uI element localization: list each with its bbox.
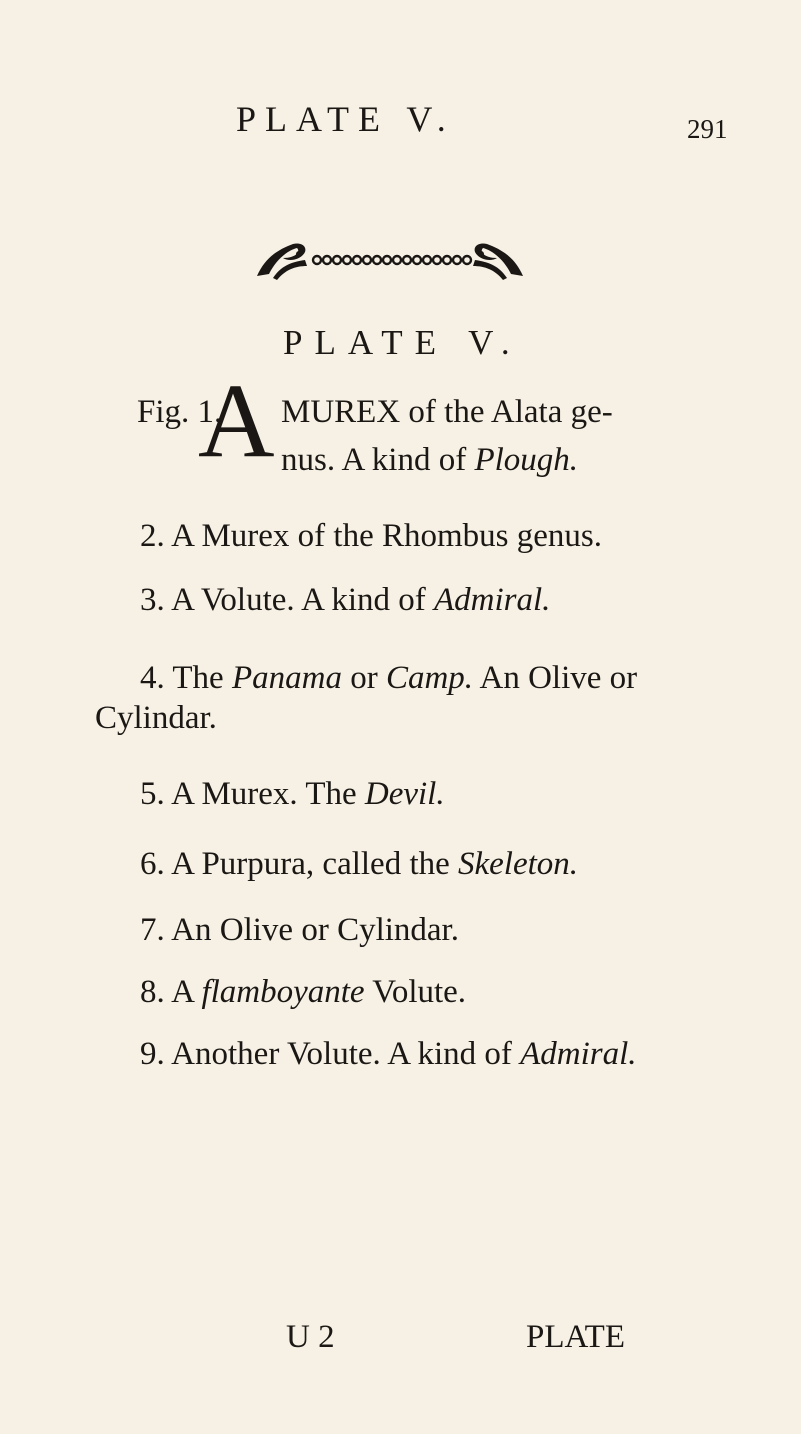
entry-5 (140, 778, 445, 811)
entry-9 (140, 1038, 637, 1071)
entry-8 (140, 976, 466, 1009)
entry-4-italic-2: Camp. (385, 660, 474, 696)
entry-6-italic: Skeleton. (458, 846, 579, 882)
entry-3-italic: Admiral. (434, 582, 551, 618)
entry-5-text: 5. A Murex. The (140, 776, 365, 812)
signature-mark: U 2 (286, 1319, 335, 1355)
entry-2-text: 2. A Murex of the Rhombus genus. (140, 518, 602, 554)
entry-4 (140, 662, 637, 695)
fig-label: Fig. 1. (137, 394, 223, 430)
entry-7 (140, 914, 459, 947)
fig1-line2 (281, 444, 578, 477)
entry-9-text: 9. Another Volute. A kind of (140, 1036, 521, 1072)
entry-4-cont-text: Cylindar. (95, 700, 217, 736)
fig1-line1: MUREX of the Alata ge- (281, 394, 613, 430)
catchword: PLATE (526, 1319, 625, 1355)
drop-cap: A (198, 362, 275, 479)
page-number: 291 (687, 114, 728, 144)
entry-4-text-3: An Olive or (473, 660, 638, 696)
entry-3-text: 3. A Volute. A kind of (140, 582, 435, 618)
fig1-line2-text: nus. A kind of (281, 442, 475, 478)
entry-8-text-2: Volute. (364, 974, 467, 1010)
entry-8-italic: flamboyante (201, 974, 365, 1010)
entry-4-italic: Panama (231, 660, 342, 696)
entry-7-text: 7. An Olive or Cylindar. (140, 912, 459, 948)
entry-4-text: 4. The (140, 660, 232, 696)
entry-4-continuation (95, 702, 217, 735)
entry-3 (140, 584, 550, 617)
entry-5-italic: Devil. (364, 776, 445, 812)
running-head: PLATE V. (236, 99, 455, 139)
entry-2 (140, 520, 602, 553)
entry-8-text: 8. A (140, 974, 202, 1010)
entry-6-text: 6. A Purpura, called the (140, 846, 459, 882)
fig1-line2-italic: Plough. (474, 442, 579, 478)
entry-6 (140, 848, 578, 881)
printer-ornament-icon (255, 236, 525, 282)
entry-9-italic: Admiral. (520, 1036, 637, 1072)
entry-4-text-2: or (341, 660, 386, 696)
plate-title: PLATE V. (283, 323, 522, 362)
